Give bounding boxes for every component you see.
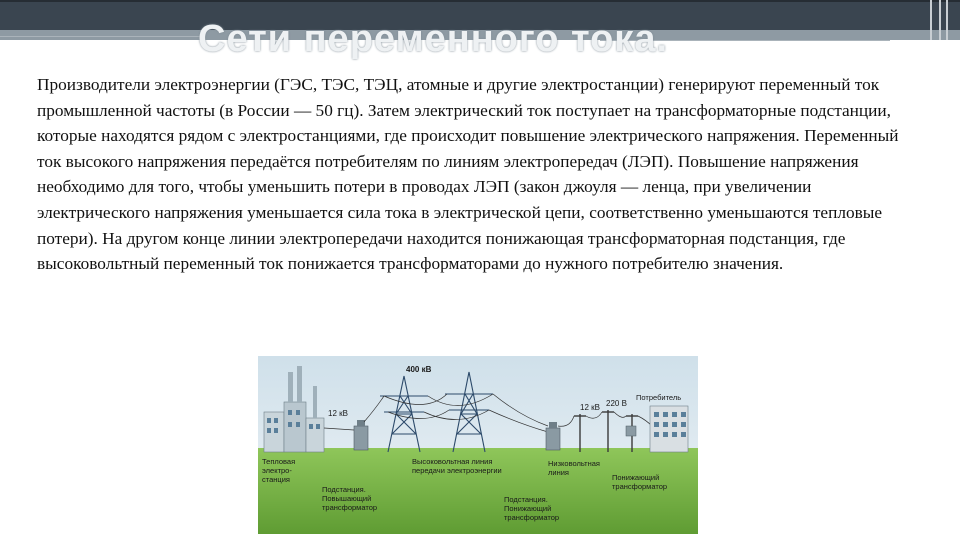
substation-down-label: трансформатор bbox=[504, 513, 560, 522]
title-underline-left bbox=[0, 36, 200, 37]
plant-label-line: Тепловая bbox=[262, 457, 296, 466]
voltage-high-label: 400 кВ bbox=[406, 365, 432, 374]
pole-transformer-icon bbox=[626, 426, 636, 436]
body-paragraph: Производители электроэнергии (ГЭС, ТЭС, ТЭЦ, атомные и другие электростанции) генерируют переменный ток промышленной частоты (в России — 50 гц). Затем электрический ток поступает на трансформаторные подстанции, которые находятся рядом с электростанциями, где происходит повышение электрического напряжения. Переменный ток высокого напряжения передаётся потребителям по линиям электропередач (ЛЭП). Повышение напряжения необходимо для того, чтобы уменьшить потери в проводах ЛЭП (закон джоуля — ленца, при увеличении электрического напряжения уменьшается сила тока в электрической цепи, соответственно уменьшаются тепловые потери). На другом конце линии электропередачи находится понижающая трансформаторная подстанция, где высоковольтный переменный ток понижается трансформаторами до нужного потребителю значения. bbox=[37, 75, 899, 274]
consumer-building-icon bbox=[650, 406, 688, 452]
voltage-mid-label: 12 кВ bbox=[580, 403, 600, 412]
substation-up-label: трансформатор bbox=[322, 503, 378, 512]
voltage-low-label: 220 В bbox=[606, 399, 627, 408]
lv-line-label: Низковольтная bbox=[548, 459, 600, 468]
plant-label-line: электро- bbox=[262, 466, 292, 475]
header-top-line bbox=[0, 0, 960, 2]
hv-line-label: Высоковольтная линия bbox=[412, 457, 493, 466]
step-down-label: трансформатор bbox=[612, 482, 668, 491]
substation-down-label: Подстанция. bbox=[504, 495, 548, 504]
slide-title: Сети переменного тока. bbox=[198, 18, 669, 60]
step-down-label: Понижающий bbox=[612, 473, 660, 482]
voltage-gen-label: 12 кВ bbox=[328, 409, 348, 418]
substation-down-label: Понижающий bbox=[504, 504, 552, 513]
power-grid-diagram bbox=[258, 356, 698, 534]
consumer-label: Потребитель bbox=[636, 393, 682, 402]
header-decor-line bbox=[930, 0, 932, 40]
substation-up-label: Повышающий bbox=[322, 494, 372, 503]
header-decor-line bbox=[939, 0, 941, 40]
hv-line-label: передачи электроэнергии bbox=[412, 466, 502, 475]
lv-line-label: линия bbox=[548, 468, 569, 477]
plant-label-line: станция bbox=[262, 475, 290, 484]
header-decor-line bbox=[946, 0, 948, 40]
substation-up-label: Подстанция. bbox=[322, 485, 366, 494]
